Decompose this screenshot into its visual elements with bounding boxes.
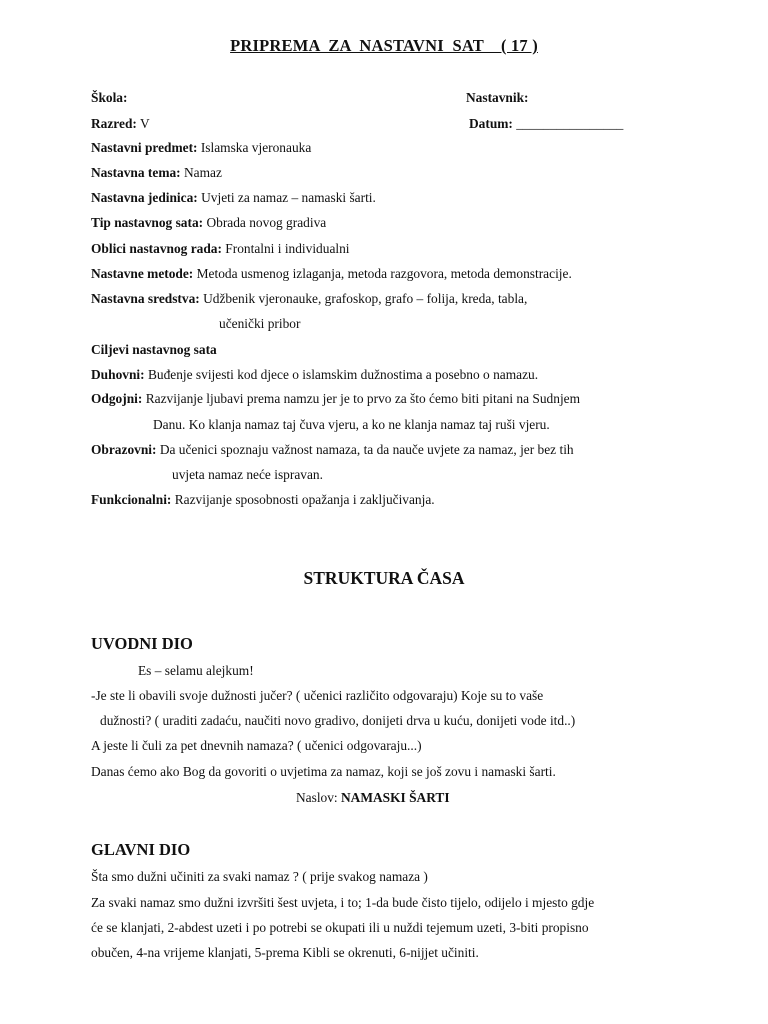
glavni-line: obučen, 4-na vrijeme klanjati, 5-prema Kibli se okrenuti, 6-nijjet učiniti. [91,945,479,960]
field-line [91,390,580,408]
field-label: Tip nastavnog sata: [91,215,204,230]
field-value: Obrada novog gradiva [203,215,327,230]
page-title: PRIPREMA ZA NASTAVNI SAT ( 17 ) [230,36,538,55]
skola-field [91,89,127,107]
uvodni-heading: UVODNI DIO [91,634,193,653]
datum-value: ________________ [512,116,624,131]
field-line [91,164,222,182]
field-line [91,214,326,232]
field-value: Uvjeti za namaz – namaski šarti. [197,190,376,205]
field-line [91,189,376,207]
field-value: Danu. Ko klanja namaz taj čuva vjeru, a ko ne klanja namaz taj ruši vjeru. [153,417,550,432]
naslov-line [296,789,450,807]
uvodni-line: A jeste li čuli za pet dnevnih namaza? ( učenici odgovaraju...) [91,738,422,753]
field-line [91,491,435,509]
field-value: Razvijanje sposobnosti opažanja i zaključivanja. [171,492,435,507]
field-line [91,366,538,384]
field-value: Islamska vjeronauka [197,140,312,155]
razred-label: Razred: [91,116,137,131]
field-label: Nastavni predmet: [91,140,198,155]
nastavnik-field [466,89,529,107]
skola-label: Škola: [91,90,128,105]
glavni-line: Šta smo dužni učiniti za svaki namaz ? ( prije svakog namaza ) [91,869,428,884]
field-label: Nastavna jedinica: [91,190,198,205]
field-value: Frontalni i individualni [221,241,350,256]
field-label: Odgojni: [91,391,143,406]
field-label: Ciljevi nastavnog sata [91,342,217,357]
field-label: Duhovni: [91,367,145,382]
razred-field [91,115,150,133]
uvodni-line: -Je ste li obavili svoje dužnosti jučer? ( učenici različito odgovaraju) Koje su to vaše [91,688,544,703]
field-value: Namaz [180,165,222,180]
field-continuation [153,416,550,434]
field-value: učenički pribor [219,316,301,331]
datum-field [469,115,623,133]
field-label: Oblici nastavnog rada: [91,241,222,256]
field-label: Nastavna sredstva: [91,291,200,306]
datum-label: Datum: [469,116,513,131]
field-line [91,290,527,308]
structure-heading: STRUKTURA ČASA [303,568,465,588]
naslov-label: Naslov: [296,790,342,805]
field-line [91,441,574,459]
glavni-line: Za svaki namaz smo dužni izvršiti šest uvjeta, i to; 1-da bude čisto tijelo, odijelo i mjesto gdje [91,895,595,910]
field-value: Buđenje svijesti kod djece o islamskim dužnostima a posebno o namazu. [144,367,539,382]
field-label: Nastavne metode: [91,266,194,281]
nastavnik-label: Nastavnik: [466,90,529,105]
field-value: Da učenici spoznaju važnost namaza, ta da nauče uvjete za namaz, jer bez tih [156,442,574,457]
field-line [91,139,311,157]
field-value: uvjeta namaz neće ispravan. [172,467,323,482]
uvodni-line: dužnosti? ( uraditi zadaću, naučiti novo gradivo, donijeti drva u kuću, donijeti vode itd..) [100,713,576,728]
razred-value: V [136,116,150,131]
field-line [91,265,572,283]
glavni-line: će se klanjati, 2-abdest uzeti i po potrebi se okupati ili u nuždi tejemum uzeti, 3-biti propisno [91,920,589,935]
field-label: Funkcionalni: [91,492,172,507]
field-line [91,240,350,258]
section-label [91,341,217,359]
uvodni-line: Es – selamu alejkum! [138,663,254,678]
field-label: Nastavna tema: [91,165,181,180]
field-label: Obrazovni: [91,442,157,457]
field-value: Udžbenik vjeronauke, grafoskop, grafo – folija, kreda, tabla, [199,291,528,306]
uvodni-line: Danas ćemo ako Bog da govoriti o uvjetima za namaz, koji se još zovu i namaski šarti. [91,764,556,779]
field-value: Metoda usmenog izlaganja, metoda razgovora, metoda demonstracije. [193,266,572,281]
field-continuation [219,315,300,333]
field-value: Razvijanje ljubavi prema namzu jer je to prvo za što ćemo biti pitani na Sudnjem [142,391,581,406]
field-continuation [172,466,323,484]
naslov-value: NAMASKI ŠARTI [341,790,450,805]
glavni-heading: GLAVNI DIO [91,840,191,859]
